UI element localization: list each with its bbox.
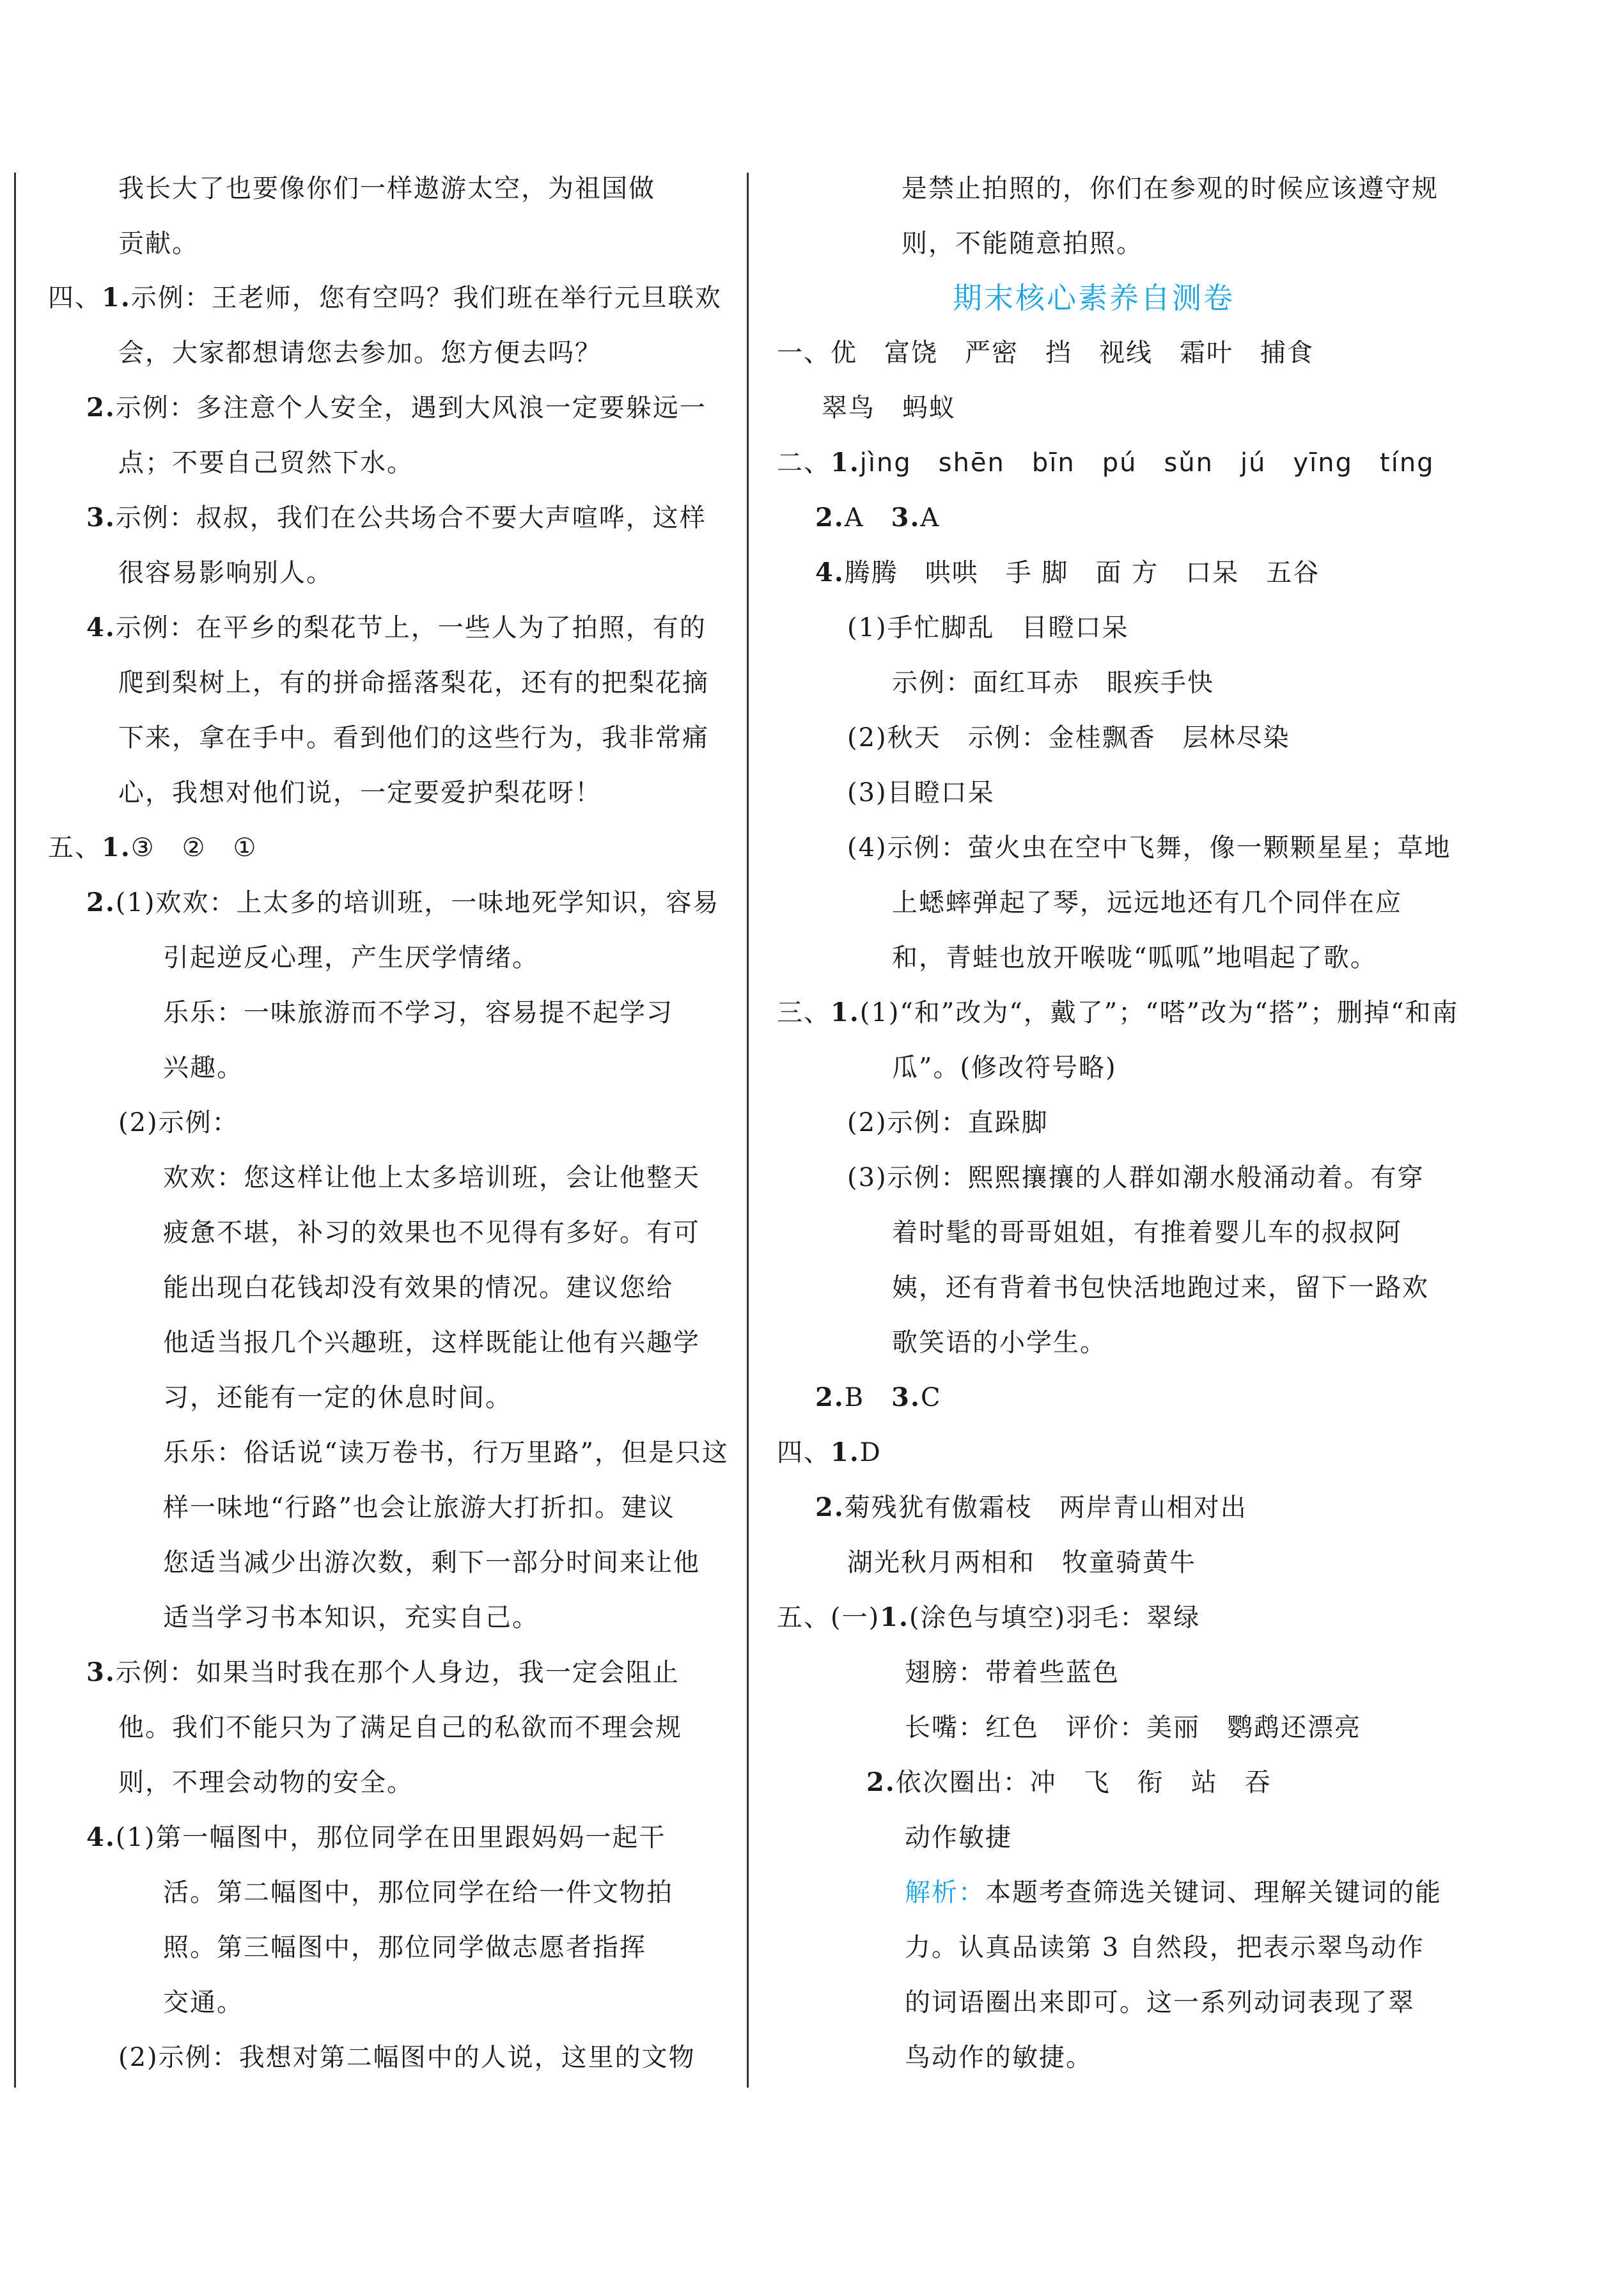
text-line: 瓜”。(修改符号略) — [892, 1053, 1117, 1082]
answer-item: 3.示例：如果当时我在那个人身边，我一定会阻止 — [86, 1657, 680, 1687]
text-line: 则，不能随意拍照。 — [902, 229, 1143, 258]
answer-item: 2.菊残犹有傲霜枝 两岸青山相对出 — [815, 1492, 1247, 1522]
answer-item: 4.(1)第一幅图中，那位同学在田里跟妈妈一起干 — [86, 1822, 666, 1852]
text-line: (2)示例： — [118, 1108, 239, 1137]
answer-item: 3.示例：叔叔，我们在公共场合不要大声喧哗，这样 — [86, 503, 707, 533]
text-line: 的词语圈出来即可。这一系列动词表现了翠 — [905, 1988, 1415, 2017]
text-line: 兴趣。 — [163, 1053, 244, 1082]
answer-item: 2.依次圈出：冲 飞 衔 站 吞 — [866, 1767, 1272, 1797]
text-line: 乐乐：俗话说“读万卷书，行万里路”，但是只这 — [163, 1438, 729, 1467]
text-line: 姨，还有背着书包快活地跑过来，留下一路欢 — [892, 1273, 1429, 1302]
text-line: 贡献。 — [118, 229, 199, 258]
left-margin-rule — [14, 173, 16, 2088]
text-line: (2)秋天 示例：金桂飘香 层林尽染 — [847, 723, 1290, 753]
text-line: 动作敏捷 — [905, 1823, 1012, 1852]
answer-item: 2.示例：多注意个人安全，遇到大风浪一定要躲远一 — [86, 393, 707, 423]
answer-item: 2.A 3.A — [815, 503, 941, 533]
analysis-label: 解析： — [905, 1878, 985, 1907]
text-line: 会，大家都想请您去参加。您方便去吗？ — [118, 338, 602, 368]
text-line: 下来，拿在手中。看到他们的这些行为，我非常痛 — [118, 723, 709, 753]
text-line: 长嘴：红色 评价：美丽 鹦鹉还漂亮 — [905, 1713, 1361, 1742]
answer-item: 4.示例：在平乡的梨花节上，一些人为了拍照，有的 — [86, 613, 707, 643]
text-line: 翅膀：带着些蓝色 — [905, 1658, 1120, 1687]
text-line: 上蟋蟀弹起了琴，远远地还有几个同伴在应 — [892, 888, 1402, 918]
text-line: (3)示例：熙熙攘攘的人群如潮水般涌动着。有穿 — [847, 1163, 1425, 1192]
text-line: 习，还能有一定的休息时间。 — [163, 1383, 512, 1412]
text-line: (1)手忙脚乱 目瞪口呆 — [847, 613, 1129, 643]
text-line: 引起逆反心理，产生厌学情绪。 — [163, 943, 539, 972]
text-line: 爬到梨树上，有的拼命摇落梨花，还有的把梨花摘 — [118, 668, 709, 698]
answer-item: 五、1.③ ② ① — [48, 832, 258, 863]
text-line: (2)示例：直跺脚 — [847, 1108, 1049, 1137]
text-line: 着时髦的哥哥姐姐，有推着婴儿车的叔叔阿 — [892, 1218, 1402, 1247]
text-line: (4)示例：萤火虫在空中飞舞，像一颗颗星星；草地 — [847, 833, 1451, 863]
text-line: 和，青蛙也放开喉咙“呱呱”地唱起了歌。 — [892, 943, 1377, 972]
answer-item: 2.(1)欢欢：上太多的培训班，一味地死学知识，容易 — [86, 887, 720, 918]
analysis-line: 解析：本题考查筛选关键词、理解关键词的能 — [905, 1878, 1442, 1907]
section-title: 期末核心素养自测卷 — [953, 281, 1235, 315]
text-line: 样一味地“行路”也会让旅游大打折扣。建议 — [163, 1493, 675, 1522]
text-line: 交通。 — [163, 1988, 244, 2017]
text-line: 照。第三幅图中，那位同学做志愿者指挥 — [163, 1933, 646, 1962]
text-line: 活。第二幅图中，那位同学在给一件文物拍 — [163, 1878, 673, 1907]
answer-item: 二、1.jìng shēn bīn pú sǔn jú yīng tíng — [777, 448, 1435, 478]
column-divider — [747, 173, 749, 2088]
text-line: 很容易影响别人。 — [118, 558, 333, 588]
text-line: 能出现白花钱却没有效果的情况。建议您给 — [163, 1273, 673, 1302]
text-line: 他。我们不能只为了满足自己的私欲而不理会规 — [118, 1713, 682, 1742]
text-line: 力。认真品读第 3 自然段，把表示翠鸟动作 — [905, 1933, 1425, 1962]
text-line: 湖光秋月两相和 牧童骑黄牛 — [847, 1548, 1196, 1577]
text-line: (2)示例：我想对第二幅图中的人说，这里的文物 — [118, 2043, 696, 2072]
answer-item: 三、1.(1)“和”改为“，戴了”；“嗒”改为“搭”；删掉“和南 — [777, 997, 1459, 1027]
text-line: 疲惫不堪，补习的效果也不见得有多好。有可 — [163, 1218, 700, 1247]
text-line: 欢欢：您这样让他上太多培训班，会让他整天 — [163, 1163, 700, 1192]
text-line: 心，我想对他们说，一定要爱护梨花呀！ — [118, 778, 602, 808]
answer-item: 四、1.示例：王老师，您有空吗？我们班在举行元旦联欢 — [48, 283, 722, 313]
text-line: 歌笑语的小学生。 — [892, 1328, 1107, 1357]
text-line: (3)目瞪口呆 — [847, 778, 995, 808]
text-line: 我长大了也要像你们一样遨游太空，为祖国做 — [118, 174, 655, 203]
text-line: 翠鸟 蚂蚁 — [822, 393, 956, 423]
text-line: 是禁止拍照的，你们在参观的时候应该遵守规 — [902, 174, 1439, 203]
text-line: 适当学习书本知识，充实自己。 — [163, 1603, 539, 1632]
text-line: 则，不理会动物的安全。 — [118, 1768, 414, 1797]
text-line: 示例：面红耳赤 眼疾手快 — [892, 668, 1214, 698]
text-line: 鸟动作的敏捷。 — [905, 2043, 1093, 2072]
text-line: 他适当报几个兴趣班，这样既能让他有兴趣学 — [163, 1328, 700, 1357]
text-line: 乐乐：一味旅游而不学习，容易提不起学习 — [163, 998, 673, 1027]
answer-item: 4.腾腾 哄哄 手 脚 面 方 口呆 五谷 — [815, 558, 1320, 588]
text-line: 点；不要自己贸然下水。 — [118, 448, 414, 478]
answer-item: 2.B 3.C — [815, 1382, 942, 1412]
answer-item: 五、(一)1.(涂色与填空)羽毛：翠绿 — [777, 1602, 1201, 1632]
text-line: 您适当减少出游次数，剩下一部分时间来让他 — [163, 1548, 700, 1577]
answer-item: 四、1.D — [777, 1437, 882, 1467]
answer-item: 一、优 富饶 严密 挡 视线 霜叶 捕食 — [777, 338, 1314, 368]
